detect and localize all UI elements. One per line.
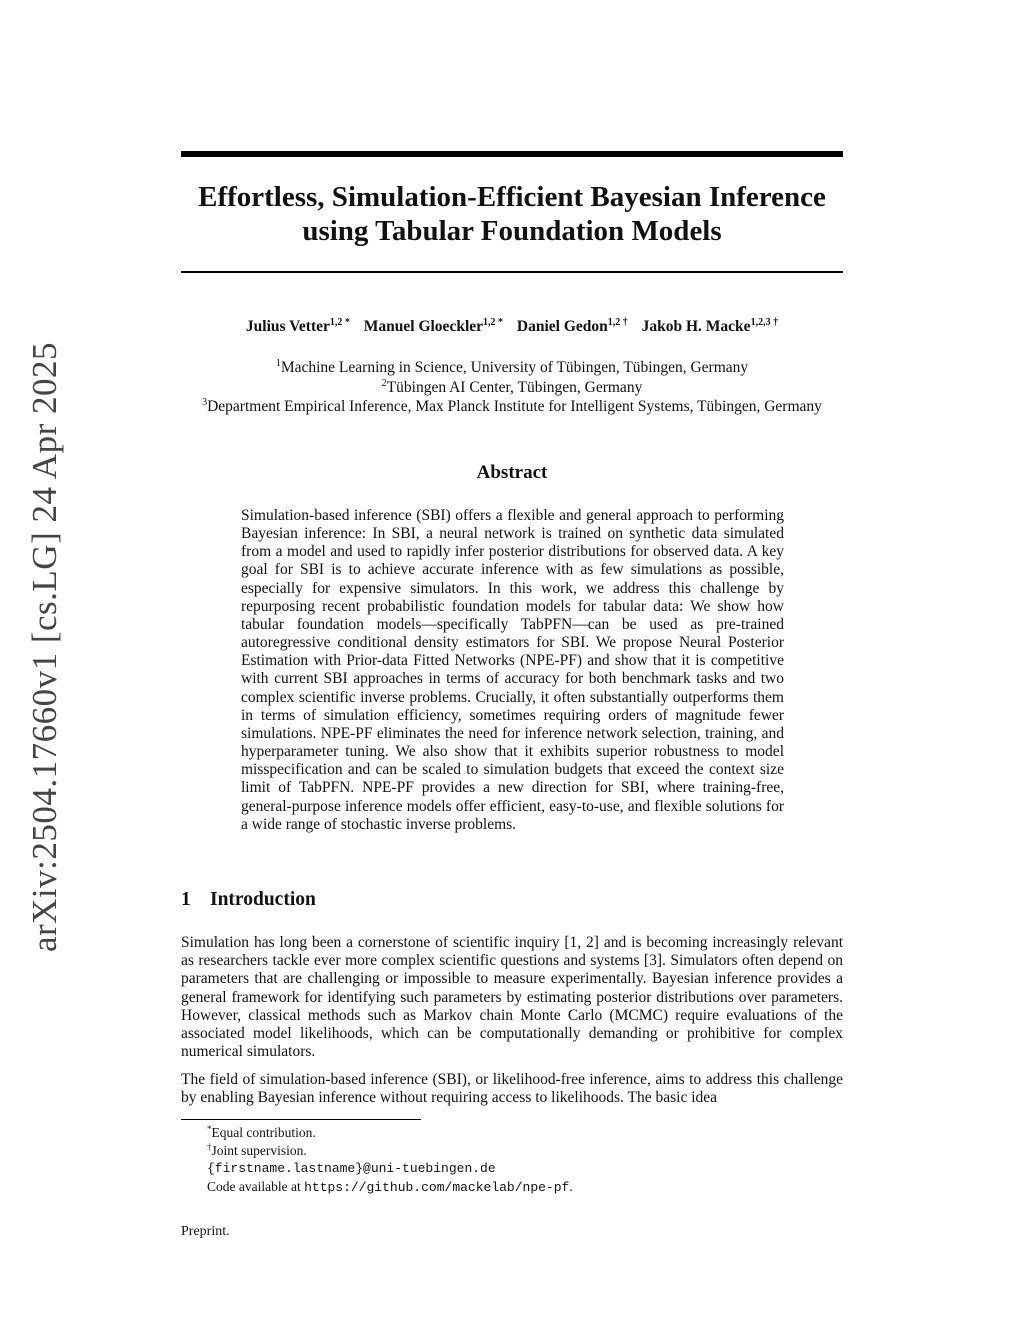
arxiv-sidebar: [17, 341, 73, 953]
title-bottom-rule: [181, 271, 843, 273]
author: Manuel Gloeckler$^{1,2 *}$: [363, 317, 504, 335]
section-number: 1: [181, 889, 191, 910]
body-paragraph: The field of simulation-based inference (SBI), or likelihood-free inference, aims to address this challenge by enabling Bayesian inference without requiring access to likelihoods. The basic idea: [181, 1071, 843, 1107]
section-title: Introduction: [210, 889, 316, 910]
author: Jakob H. Macke$^{1,2,3 \dagger}$: [641, 317, 779, 335]
section-heading: [181, 889, 316, 911]
affiliations: [150, 358, 874, 417]
title-line-2: using Tabular Foundation Models: [302, 215, 722, 247]
footnote-equal-contribution: *Equal contribution.: [207, 1124, 316, 1140]
arxiv-identifier: arXiv:2504.17660v1 [cs.LG] 24 Apr 2025: [25, 341, 64, 953]
footnote-code: Code available at https://github.com/mackelab/npe-pf.: [207, 1178, 573, 1195]
footnote-joint-supervision: †Joint supervision.: [207, 1141, 307, 1158]
abstract-heading: Abstract: [476, 462, 548, 483]
body-paragraph: Simulation has long been a cornerstone of scientific inquiry [1, 2] and is becoming increasingly relevant as researchers tackle ever more complex scientific questions and systems [3]. Simulators often depend on parameters that are challenging or impossible to measure experimentally. Bayesian inference provides a general framework for identifying such parameters by estimating posterior distributions over parameters. However, classical methods such as Markov chain Monte Carlo (MCMC) require evaluations of the associated model likelihoods, which can be computationally demanding or prohibitive for complex numerical simulators.: [181, 934, 843, 1061]
affiliation: $^1$Machine Learning in Science, University of Tübingen, Tübingen, Germany: [275, 358, 749, 376]
code-link[interactable]: https://github.com/mackelab/npe-pf: [304, 1179, 570, 1195]
affiliation: $^3$Department Empirical Inference, Max Planck Institute for Intelligent Systems, Tübingen, Germany: [202, 397, 822, 415]
author: Julius Vetter$^{1,2 *}$: [245, 317, 350, 335]
title-line-1: Effortless, Simulation-Efficient Bayesian Inference: [198, 181, 826, 213]
affiliation: $^2$Tübingen AI Center, Tübingen, Germany: [381, 377, 643, 396]
footnotes: [207, 1124, 573, 1196]
preprint-label: Preprint.: [181, 1224, 230, 1239]
author: Daniel Gedon$^{1,2 \dagger}$: [516, 317, 628, 335]
abstract-text: Simulation-based inference (SBI) offers a flexible and general approach to performing Bayesian inference: In SBI, a neural network is trained on synthetic data simulated from a model and used to rapidly infer posterior distributions for observed data. A key goal for SBI is to achieve accurate inference with as few simulations as possible, especially for expensive simulators. In this work, we address this challenge by repurposing recent probabilistic foundation models for tabular data: We show how tabular foundation models—specifically TabPFN—can be used as pre-trained autoregressive conditional density estimators for SBI. We propose Neural Posterior Estimation with Prior-data Fitted Networks (NPE-PF) and show that it is competitive with current SBI approaches in terms of accuracy for both benchmark tasks and two complex scientific inverse problems. Crucially, it often substantially outperforms them in terms of simulation efficiency, sometimes requiring orders of magnitude fewer simulations. NPE-PF eliminates the need for inference network selection, training, and hyperparameter tuning. We also show that it exhibits superior robustness to model misspecification and can be scaled to simulation budgets that exceed the context size limit of TabPFN. NPE-PF provides a new direction for SBI, where training-free, general-purpose inference models offer efficient, easy-to-use, and flexible solutions for a wide range of stochastic inverse problems.: [241, 507, 784, 833]
footnote-email: {firstname.lastname}@uni-tuebingen.de: [207, 1161, 496, 1176]
title-top-rule: [181, 151, 843, 157]
paper-title: [181, 180, 843, 248]
footnote-rule: [181, 1119, 421, 1120]
author-list: [181, 316, 843, 338]
